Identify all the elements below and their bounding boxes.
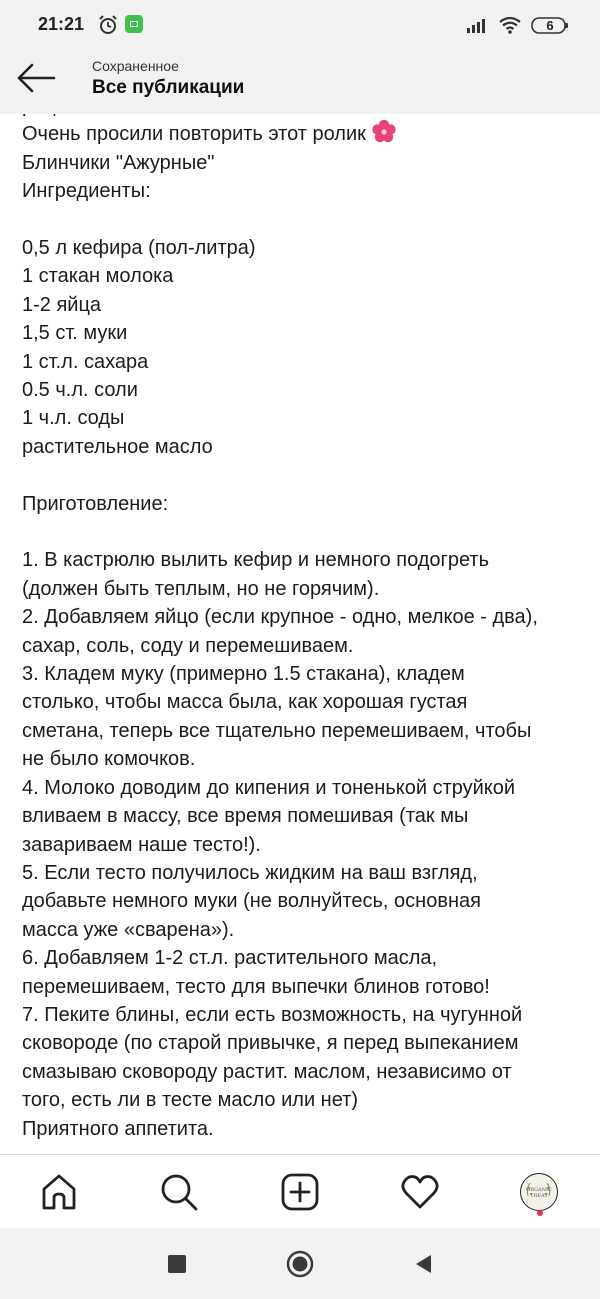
caption-line: 1. В кастрюлю вылить кефир и немного подогреть bbox=[22, 549, 490, 572]
system-back-button[interactable] bbox=[412, 1252, 436, 1276]
caption-line: 1 ст.л. сахара bbox=[22, 350, 149, 373]
profile-avatar[interactable] bbox=[518, 1171, 560, 1213]
recent-apps-button[interactable] bbox=[168, 1255, 186, 1273]
caption-line: 1 стакан молока bbox=[22, 265, 174, 288]
header-subtitle: Сохраненное bbox=[92, 58, 179, 74]
add-post-icon[interactable] bbox=[280, 1172, 320, 1212]
caption-line: сковороде (по старой привычке, я перед выпеканием bbox=[22, 1032, 519, 1055]
caption-line: 0,5 л кефира (пол-литра) bbox=[22, 237, 256, 260]
bottom-nav bbox=[0, 1154, 600, 1229]
caption-line: завариваем наше тесто!). bbox=[22, 833, 261, 856]
caption-line: Приятного аппетита. bbox=[22, 1117, 214, 1140]
status-bar bbox=[0, 0, 600, 44]
caption-line: Ингредиенты: bbox=[22, 180, 151, 203]
caption-line: 6. Добавляем 1-2 ст.л. растительного масла, bbox=[22, 947, 438, 970]
caption-line: Очень просили повторить этот ролик bbox=[22, 120, 592, 148]
caption-line: 0.5 ч.л. соли bbox=[22, 379, 138, 402]
avatar bbox=[520, 1173, 558, 1211]
caption-line: того, есть ли в тесте масло или нет) bbox=[22, 1089, 359, 1112]
caption-line: 4. Молоко доводим до кипения и тоненькой струйкой bbox=[22, 776, 516, 799]
caption-line: (должен быть теплым, но не горячим). bbox=[22, 577, 380, 600]
caption-line: Блинчики "Ажурные" bbox=[22, 151, 215, 174]
caption-line: 2. Добавляем яйцо (если крупное - одно, мелкое - два), bbox=[22, 606, 538, 629]
caption-line: смазываю сковороду растит. маслом, независимо от bbox=[22, 1060, 512, 1083]
home-icon[interactable] bbox=[39, 1172, 79, 1212]
back-button[interactable] bbox=[14, 60, 58, 96]
wifi-icon bbox=[498, 15, 522, 35]
caption-line: растительное масло bbox=[22, 435, 213, 458]
caption-line: 5. Если тесто получилось жидким на ваш взгляд, bbox=[22, 861, 478, 884]
caption-line: столько, чтобы масса была, как хорошая густая bbox=[22, 691, 468, 714]
search-icon[interactable] bbox=[159, 1172, 199, 1212]
caption-line: 1,5 ст. муки bbox=[22, 322, 128, 345]
caption-line: 1-2 яйца bbox=[22, 293, 102, 316]
signal-icon bbox=[467, 17, 489, 33]
caption-line: не было комочков. bbox=[22, 748, 196, 771]
heart-icon[interactable] bbox=[400, 1172, 440, 1212]
caption-line: 7. Пеките блины, если есть возможность, на чугунной bbox=[22, 1003, 523, 1026]
post-content[interactable] bbox=[0, 114, 600, 1154]
caption-line bbox=[22, 518, 592, 546]
alarm-icon bbox=[98, 15, 118, 35]
caption-line: вливаем в массу, все время помешивая (так мы bbox=[22, 805, 469, 828]
header bbox=[0, 44, 600, 114]
caption-line: добавьте немного муки (не волнуйтесь, основная bbox=[22, 890, 481, 913]
status-time: 21:21 bbox=[38, 14, 85, 34]
caption-line: сахар, соль, соду и перемешиваем. bbox=[22, 634, 354, 657]
caption-line: сметана, теперь все тщательно перемешиваем, чтобы bbox=[22, 719, 532, 742]
hibiscus-icon bbox=[372, 120, 396, 144]
system-home-button[interactable] bbox=[286, 1250, 314, 1278]
notification-app-icon bbox=[125, 15, 143, 33]
battery-level: 6 bbox=[546, 18, 554, 33]
system-nav-bar bbox=[0, 1228, 600, 1299]
caption-line: масса уже «сварена»). bbox=[22, 918, 235, 941]
notification-dot bbox=[537, 1210, 543, 1216]
caption-line bbox=[22, 206, 592, 234]
caption-line bbox=[22, 461, 592, 489]
caption-line: 1 ч.л. соды bbox=[22, 407, 125, 430]
caption-line: перемешиваем, тесто для выпечки блинов готово! bbox=[22, 975, 490, 998]
page-title: Все публикации bbox=[92, 77, 245, 98]
caption-line: Приготовление: bbox=[22, 492, 169, 515]
caption-line: 3. Кладем муку (примерно 1.5 стакана), кладем bbox=[22, 663, 465, 686]
post-caption bbox=[22, 92, 592, 1143]
avatar-logo-text: ORGANIC TREAT bbox=[526, 1187, 552, 1199]
